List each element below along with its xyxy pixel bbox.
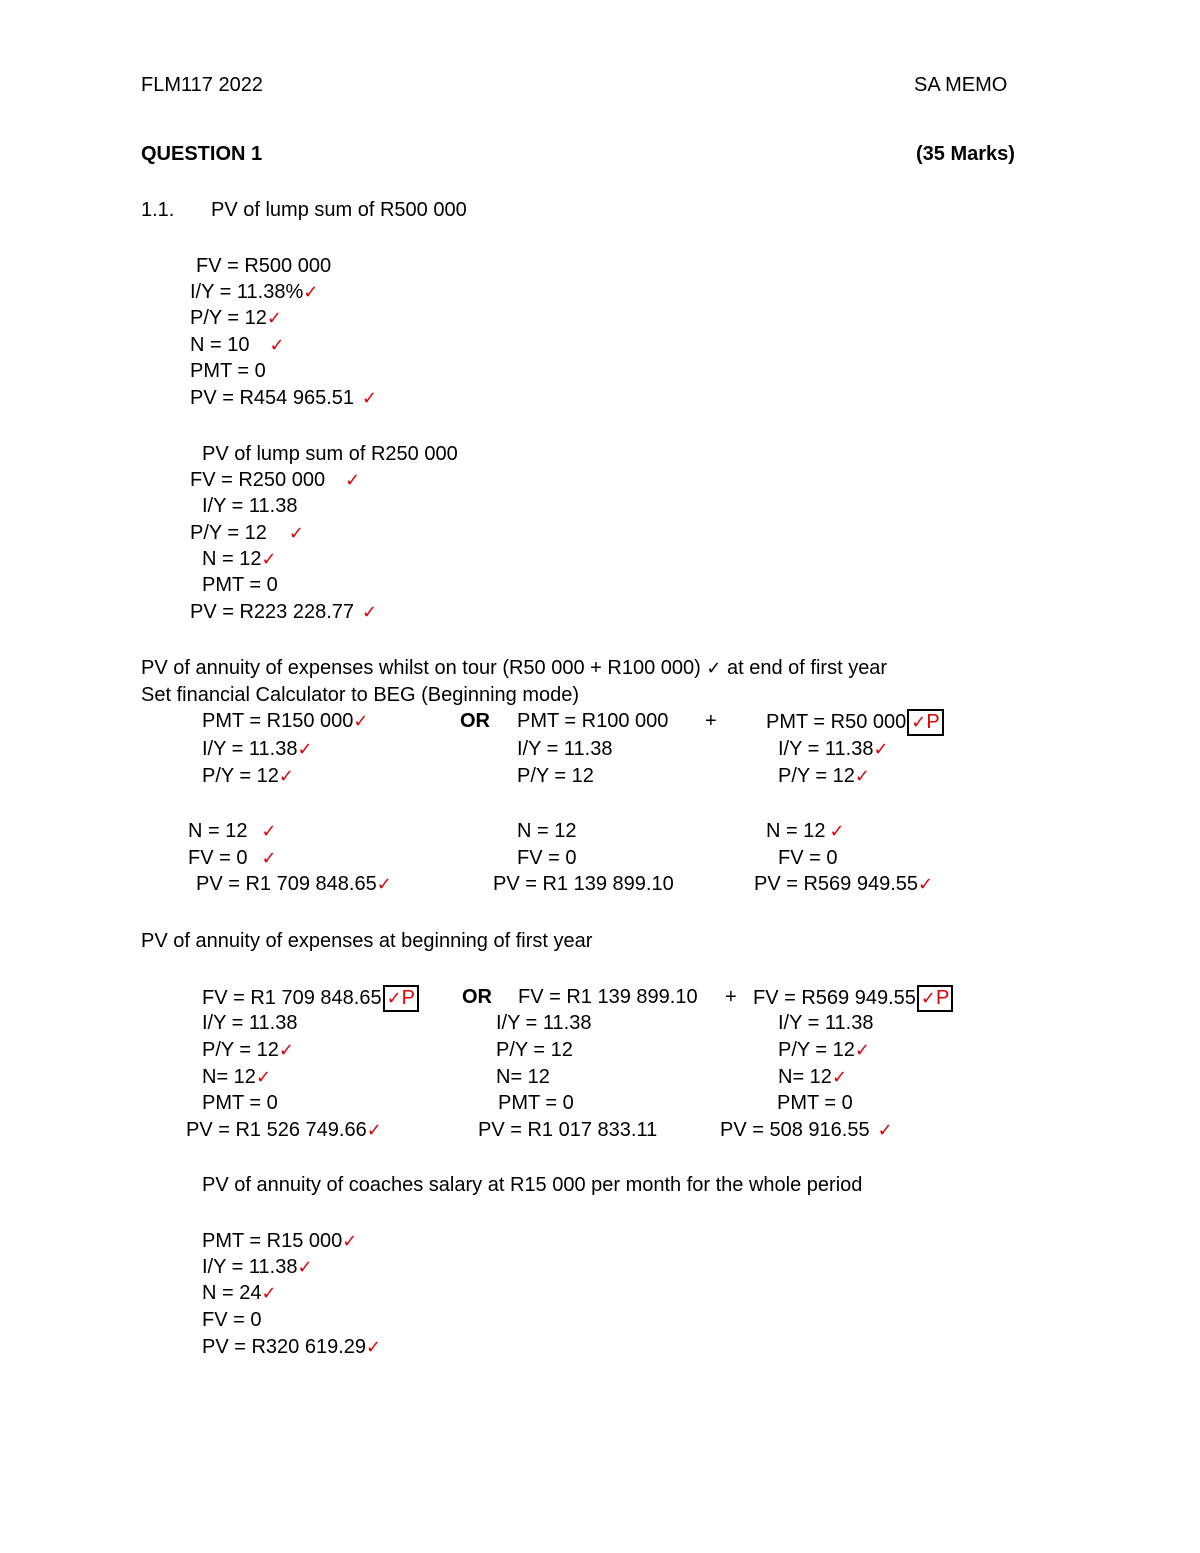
pv-line: PV = R454 965.51 ✓ [190, 387, 378, 409]
fv-line: FV = R1 709 848.65 ✓P [202, 985, 419, 1012]
pmt-line: PMT = R100 000 [517, 710, 669, 732]
check-icon: ✓ [854, 766, 871, 787]
iy-line: I/Y = 11.38 [202, 1012, 298, 1034]
check-icon: ✓ [918, 874, 934, 895]
pmt-line: PMT = R15 000✓ [202, 1230, 358, 1252]
iy-line: I/Y = 11.38 [202, 495, 298, 517]
py-line: P/Y = 12 [496, 1039, 573, 1061]
check-icon: ✓ [278, 1040, 295, 1061]
check-icon: ✓ [303, 282, 319, 303]
check-icon: ✓ [386, 988, 402, 1009]
section-title: PV of lump sum of R500 000 [211, 199, 467, 221]
check-icon: ✓ [297, 1257, 313, 1278]
iy-line: I/Y = 11.38 [496, 1012, 592, 1034]
or-label: OR [460, 710, 490, 732]
iy-line: I/Y = 11.38 [778, 1012, 874, 1034]
check-icon: ✓ [342, 1231, 358, 1252]
pv-line: PV = R320 619.29✓ [202, 1336, 382, 1358]
p-mark-box: ✓P [383, 985, 419, 1012]
p-mark-box: ✓P [917, 985, 953, 1012]
n-line: N = 12 ✓ [188, 820, 277, 842]
py-line: P/Y = 12✓ [778, 765, 871, 787]
py-line: P/Y = 12✓ [190, 307, 283, 329]
pmt-line: PMT = R50 000 ✓P [766, 709, 944, 736]
fv-line: FV = 0 [202, 1309, 262, 1331]
check-icon: ✓ [261, 848, 277, 869]
pv-line: PV = R1 139 899.10 [493, 873, 674, 895]
header-memo: SA MEMO [914, 74, 1008, 96]
check-icon: ✓ [266, 308, 283, 329]
check-icon: ✓ [376, 874, 392, 895]
check-icon: ✓ [362, 388, 378, 409]
section-title: PV of annuity of expenses at beginning of first year [141, 930, 593, 952]
check-icon: ✓ [297, 739, 313, 760]
pmt-line: PMT = 0 [190, 360, 266, 382]
fv-line: FV = R569 949.55 ✓P [753, 985, 953, 1012]
n-line: N= 12 [496, 1066, 550, 1088]
check-icon: ✓ [854, 1040, 871, 1061]
check-icon: ✓ [278, 766, 295, 787]
iy-line: I/Y = 11.38 [517, 738, 613, 760]
pv-line: PV = R1 526 749.66✓ [186, 1119, 382, 1141]
n-line: N = 12✓ [202, 548, 277, 570]
check-icon: ✓ [261, 549, 277, 570]
n-line: N = 12 [517, 820, 577, 842]
fv-line: FV = 0 [778, 847, 838, 869]
check-icon: ✓ [920, 988, 936, 1009]
check-icon: ✓ [288, 523, 305, 544]
py-line: P/Y = 12 [517, 765, 594, 787]
pv-line: PV = R1 017 833.11 [478, 1119, 658, 1141]
iy-line: I/Y = 11.38✓ [202, 738, 313, 760]
check-icon: ✓ [877, 1120, 893, 1141]
fv-line: FV = R1 139 899.10 [518, 986, 698, 1008]
question-title: QUESTION 1 [141, 143, 263, 165]
check-icon: ✓ [353, 711, 369, 732]
pv-line: PV = 508 916.55 ✓ [720, 1119, 893, 1141]
iy-line: I/Y = 11.38✓ [202, 1256, 313, 1278]
check-icon: ✓ [366, 1120, 382, 1141]
py-line: P/Y = 12✓ [202, 765, 295, 787]
section-title: PV of lump sum of R250 000 [202, 443, 458, 465]
iy-line: I/Y = 11.38✓ [778, 738, 889, 760]
check-icon: ✓ [255, 1067, 272, 1088]
check-icon: ✓ [706, 658, 722, 679]
py-line: P/Y = 12 ✓ [190, 522, 305, 544]
n-line: N= 12✓ [778, 1066, 848, 1088]
section-number: 1.1. [141, 199, 175, 221]
section-title: PV of annuity of expenses whilst on tour (R50 000 + R100 000) ✓ at end of first year [141, 657, 888, 679]
pmt-line: PMT = R150 000✓ [202, 710, 369, 732]
check-icon: ✓ [829, 821, 845, 842]
fv-line: FV = 0 [517, 847, 577, 869]
section-subtitle: Set financial Calculator to BEG (Beginning mode) [141, 684, 580, 706]
pv-line: PV = R569 949.55✓ [754, 873, 934, 895]
fv-line: FV = 0 ✓ [188, 847, 277, 869]
n-line: N = 10 ✓ [190, 334, 285, 356]
check-icon: ✓ [911, 712, 927, 733]
pmt-line: PMT = 0 [202, 574, 278, 596]
pv-line: PV = R1 709 848.65✓ [196, 873, 392, 895]
py-line: P/Y = 12✓ [202, 1039, 295, 1061]
py-line: P/Y = 12✓ [778, 1039, 871, 1061]
check-icon: ✓ [261, 821, 277, 842]
check-icon: ✓ [345, 470, 361, 491]
pv-line: PV = R223 228.77 ✓ [190, 601, 378, 623]
pmt-line: PMT = 0 [202, 1092, 278, 1114]
check-icon: ✓ [366, 1337, 382, 1358]
section-title: PV of annuity of coaches salary at R15 000 per month for the whole period [202, 1174, 863, 1196]
check-icon: ✓ [873, 739, 889, 760]
fv-line: FV = R500 000 [196, 255, 332, 277]
question-marks: (35 Marks) [916, 143, 1015, 165]
fv-line: FV = R250 000 ✓ [190, 469, 361, 491]
pmt-line: PMT = 0 [498, 1092, 574, 1114]
pmt-line: PMT = 0 [777, 1092, 853, 1114]
check-icon: ✓ [362, 602, 378, 623]
n-line: N = 24✓ [202, 1282, 277, 1304]
check-icon: ✓ [269, 335, 285, 356]
check-icon: ✓ [261, 1283, 277, 1304]
or-label: OR [462, 986, 492, 1008]
check-icon: ✓ [831, 1067, 848, 1088]
p-mark-box: ✓P [907, 709, 943, 736]
iy-line: I/Y = 11.38%✓ [190, 281, 319, 303]
header-course: FLM117 2022 [141, 74, 263, 96]
plus-sign: + [725, 986, 737, 1008]
n-line: N = 12 ✓ [766, 820, 845, 842]
plus-sign: + [705, 710, 717, 732]
n-line: N= 12✓ [202, 1066, 272, 1088]
